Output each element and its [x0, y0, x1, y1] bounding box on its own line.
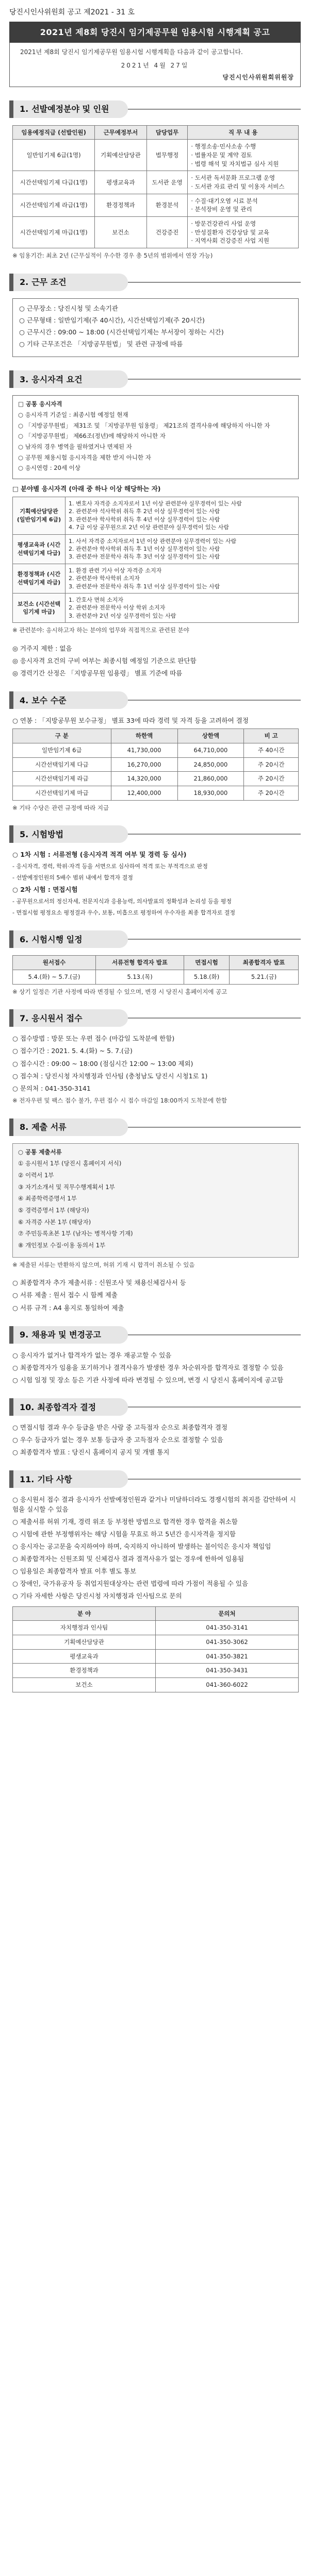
- org-cell: 평생교육과 (시간선택임기제 다급): [13, 534, 66, 564]
- section-5: [9, 825, 301, 917]
- section-4: [9, 691, 301, 812]
- list-item: ○ 응시연령 : 20세 이상: [18, 464, 80, 472]
- list-item: ○ 「지방공무원법」 제66조(정년)에 해당하지 아니한 자: [18, 432, 166, 440]
- rank-cell: 시간선택임기제 라급(1명): [13, 194, 95, 216]
- table-cell: 평생교육과: [13, 1649, 156, 1664]
- documents-box: [12, 1143, 299, 1258]
- documents-note: ※ 제출된 서류는 반환하지 않으며, 허위 기재 시 합격이 취소될 수 있음: [12, 1261, 195, 1268]
- duty-cell: 법무행정: [146, 140, 188, 171]
- section-rule: [128, 1406, 301, 1408]
- section-header: [9, 930, 301, 948]
- table-cell: 시간선택임기제 라급: [13, 772, 111, 786]
- table-row: [13, 534, 299, 564]
- list-item: ○ 최종합격자는 신원조회 및 신체검사 결과 결격사유가 없는 경우에 한하여 임용됨: [12, 1555, 244, 1563]
- list-item: ○ 응시자격 기준일 : 최종시험 예정일 현재: [18, 411, 128, 418]
- positions-table: [12, 125, 299, 248]
- list-item: ○ 최종합격자가 임용을 포기하거나 결격사유가 발생한 경우 차순위자를 합격자로 결정할 수 있음: [12, 1363, 284, 1371]
- section-10: [9, 1398, 301, 1457]
- table-row: [13, 497, 299, 535]
- table-cell: 시간선택임기제 마급: [13, 786, 111, 800]
- list-item: ○ 시험에 관한 부정행위자는 해당 시험을 무효로 하고 5년간 응시자격을 정지함: [12, 1530, 236, 1538]
- table-cell: 5.13.(목): [96, 970, 184, 985]
- list-item: ○ 시험 일정 및 장소 등은 기관 사정에 따라 변경될 수 있으며, 변경 시 당진시 홈페이지에 공고함: [12, 1376, 284, 1384]
- list-item: ○ 접수방법 : 방문 또는 우편 접수 (마감일 도착분에 한함): [12, 1035, 175, 1043]
- org-cell: 환경정책과 (시간선택임기제 라급): [13, 564, 66, 593]
- section-rule: [128, 834, 301, 835]
- desc-cell: · 도서관 독서문화 프로그램 운영 · 도서관 자료 관리 및 이용자 서비스: [188, 171, 299, 194]
- list-item: ⑤ 경력증명서 1부 (해당자): [18, 1207, 89, 1214]
- list-item: ○ 응시자가 없거나 합격자가 없는 경우 재공고할 수 있음: [12, 1351, 172, 1359]
- list-item: ○ 1차 시험 : 서류전형 (응시자격 적격 여부 및 경력 등 심사): [12, 851, 187, 859]
- rank-cell: 시간선택임기제 마급(1명): [13, 217, 95, 248]
- list-item: ○ 기타 자세한 사항은 당진시청 자치행정과 인사팀으로 문의: [12, 1592, 182, 1600]
- table-cell: 041-360-6022: [156, 1677, 299, 1692]
- list-item: ○ 장애인, 국가유공자 등 취업지원대상자는 관련 법령에 따라 가점이 적용될 수 있음: [12, 1580, 249, 1588]
- table-cell: 시간선택임기제 다급: [13, 757, 111, 772]
- desc-cell: · 방문건강관리 사업 운영 · 만성질환자 건강상담 및 교육 · 지역사회 건강증진 사업 지원: [188, 217, 299, 248]
- table-header: 상한액: [177, 729, 244, 743]
- salary-intro: ○ 연봉 : 「지방공무원 보수규정」 별표 33에 따라 경력 및 자격 등을 고려하여 결정: [12, 717, 249, 725]
- section-rule: [128, 1479, 301, 1480]
- duty-cell: 건강증진: [146, 217, 188, 248]
- intro-box: [9, 43, 301, 87]
- schedule-note: ※ 상기 일정은 기관 사정에 따라 변경될 수 있으며, 변경 시 당진시 홈페이지에 공고: [12, 988, 227, 995]
- table-row: [13, 1664, 299, 1678]
- section-rule: [128, 1334, 301, 1335]
- table-row: [13, 786, 299, 800]
- section-header: [9, 691, 301, 709]
- list-item: ⑦ 주민등록초본 1부 (남자는 병적사항 기재): [18, 1230, 133, 1238]
- section-header: [9, 825, 301, 843]
- section-2: [9, 274, 301, 358]
- table-cell: 041-350-3141: [156, 1621, 299, 1635]
- section-9: [9, 1326, 301, 1385]
- qual-cell: 1. 사서 자격증 소지자로서 1년 이상 관련분야 실무경력이 있는 사람 2. 관련분야 학사학위 취득 후 1년 이상 실무경력이 있는 사람 3. 관련분야 전문학사 취득 후 3년 이상 실무경력이 있는 사람: [66, 534, 299, 564]
- org-cell: 기획예산담당관 (일반임기제 6급): [13, 497, 66, 535]
- table-header: 문의처: [156, 1606, 299, 1621]
- section-title: 근무 조건: [31, 277, 67, 287]
- qualification-table: [12, 497, 299, 623]
- section-header: [9, 274, 301, 291]
- list-item: ○ 근무시간 : 09:00 ~ 18:00 (시간선택임기제는 부서장이 정하는 시간): [19, 328, 224, 336]
- table-row: [13, 1635, 299, 1649]
- section-number: 9.: [20, 1330, 29, 1340]
- list-item: ○ 근무장소 : 당진시청 및 소속기관: [19, 304, 118, 312]
- section-number: 2.: [20, 277, 29, 287]
- table-header: 최종합격자 발표: [230, 956, 299, 970]
- section-rule: [128, 1018, 301, 1019]
- duty-cell: 환경분석: [146, 194, 188, 216]
- table-cell: 21,860,000: [177, 772, 244, 786]
- section-number: 8.: [20, 1122, 29, 1132]
- table-row: [13, 564, 299, 593]
- table-cell: 041-350-3062: [156, 1635, 299, 1649]
- list-item: ○ 임용일은 최종합격자 발표 이후 별도 통보: [12, 1567, 137, 1575]
- table-header: 원서접수: [13, 956, 96, 970]
- dept-cell: 기획예산담당관: [95, 140, 146, 171]
- section-badge: [9, 825, 128, 843]
- table-cell: 환경정책과: [13, 1664, 156, 1678]
- section-title: 채용과 및 변경공고: [31, 1330, 102, 1340]
- dept-cell: 보건소: [95, 217, 146, 248]
- list-item: ○ 응시원서 접수 결과 응시자가 선발예정인원과 같거나 미달하더라도 경쟁시험의 취지를 감안하여 시험을 실시할 수 있음: [12, 1496, 296, 1513]
- table-row: [13, 593, 299, 622]
- intro-org: 당진시인사위원회위원장: [222, 74, 294, 81]
- list-item: ◎ 경력기간 산정은 「지방공무원 임용령」 별표 기준에 따름: [12, 669, 183, 677]
- table-row: [13, 743, 299, 757]
- section-title: 기타 사항: [37, 1474, 72, 1484]
- section-6: [9, 930, 301, 996]
- table-row: [13, 171, 299, 194]
- section-rule: [128, 1127, 301, 1128]
- section-title: 시험시행 일정: [31, 934, 83, 944]
- section-7: [9, 1009, 301, 1105]
- section-badge: [9, 691, 128, 709]
- salary-note: ※ 기타 수당은 관련 규정에 따라 지급: [12, 804, 109, 811]
- list-item: ④ 최종학력증명서 1부: [18, 1195, 77, 1202]
- table-cell: 주 20시간: [244, 772, 299, 786]
- section-badge: [9, 1009, 128, 1027]
- section-title: 응시자격 요건: [31, 374, 83, 384]
- dept-cell: 환경정책과: [95, 194, 146, 216]
- table-row: [13, 1649, 299, 1664]
- list-item: ○ 공무원 채용시험 응시자격을 제한 받지 아니한 자: [18, 453, 151, 461]
- list-item: ⑥ 자격증 사본 1부 (해당자): [18, 1218, 91, 1226]
- rank-cell: 일반임기제 6급(1명): [13, 140, 95, 171]
- list-item: ○ 최종합격자 발표 : 당진시 홈페이지 공지 및 개별 통지: [12, 1448, 170, 1456]
- application-warning: ※ 전자우편 및 팩스 접수 불가, 우편 접수 시 접수 마감일 18:00까지 도착분에 한함: [12, 1096, 227, 1104]
- section-title: 보수 수준: [31, 695, 67, 705]
- list-item: ○ 서류 규격 : A4 용지로 통일하여 제출: [12, 1303, 124, 1312]
- section-rule: [128, 109, 301, 110]
- section-header: [9, 1118, 301, 1136]
- notice-number: 당진시인사위원회 공고 제2021 - 31 호: [9, 8, 135, 16]
- duty-cell: 도서관 운영: [146, 171, 188, 194]
- list-item: ○ 「지방공무원법」 제31조 및 「지방공무원 임용령」 제21조의 결격사유에 해당하지 아니한 자: [18, 421, 270, 429]
- table-header: 면접시험: [184, 956, 229, 970]
- table-header: 비 고: [244, 729, 299, 743]
- org-cell: 보건소 (시간선택임기제 마급): [13, 593, 66, 622]
- section-3: [9, 370, 301, 678]
- qual-cell: 1. 환경 관련 기사 이상 자격증 소지자 2. 관련분야 학사학위 소지자 3. 관련분야 전문학사 취득 후 1년 이상 실무경력이 있는 사람: [66, 564, 299, 593]
- table-header: 담당업무: [146, 125, 188, 140]
- desc-cell: · 행정소송·민사소송 수행 · 법률자문 및 계약 검토 · 법령 해석 및 자치법규 심사 지원: [188, 140, 299, 171]
- table-cell: 일반임기제 6급: [13, 743, 111, 757]
- table-row: [13, 217, 299, 248]
- list-item: - 응시자격, 경력, 학위·자격 등을 서면으로 심사하여 적격 또는 부적격으로 판정: [12, 863, 208, 870]
- table-note: ※ 임용기간: 최초 2년 (근무실적이 우수한 경우 총 5년의 범위에서 연장 가능): [12, 252, 213, 260]
- section-badge: [9, 370, 128, 388]
- section-badge: [9, 274, 128, 291]
- table-cell: 주 40시간: [244, 743, 299, 757]
- qual-cell: 1. 변호사 자격증 소지자로서 1년 이상 관련분야 실무경력이 있는 사람 2. 관련분야 석사학위 취득 후 2년 이상 실무경력이 있는 사람 3. 관련분야 학사학위 취득 후 4년 이상 실무경력이 있는 사람 4. 7급 이상 공무원으로 2년 이상 관련분야 실무경력이 있는 사람: [66, 497, 299, 535]
- list-item: ○ 기타 근무조건은 「지방공무원법」 및 관련 규정에 따름: [19, 340, 183, 348]
- list-item: ○ 근무형태 : 일반임기제(주 40시간), 시간선택임기제(주 20시간): [19, 316, 205, 324]
- section-number: 4.: [20, 695, 29, 705]
- section-header: [9, 100, 301, 118]
- table-row: [13, 1677, 299, 1692]
- section-header: [9, 370, 301, 388]
- section-badge: [9, 930, 128, 948]
- intro-text: 2021년 제8회 당진시 임기제공무원 임용시험 시행계획을 다음과 같이 공고합니다.: [20, 48, 243, 56]
- table-row: [13, 970, 299, 985]
- list-item: ○ 2차 시험 : 면접시험: [12, 886, 78, 894]
- table-cell: 주 20시간: [244, 757, 299, 772]
- table-cell: 24,850,000: [177, 757, 244, 772]
- section-header: [9, 1009, 301, 1027]
- list-item: ③ 자기소개서 및 직무수행계획서 1부: [18, 1183, 115, 1191]
- dept-cell: 평생교육과: [95, 171, 146, 194]
- section-8: [9, 1118, 301, 1313]
- table-row: [13, 140, 299, 171]
- table-cell: 12,400,000: [111, 786, 177, 800]
- table-header: 구 분: [13, 729, 111, 743]
- section-badge: [9, 100, 128, 118]
- intro-date: 2021년 4월 27일: [121, 61, 189, 69]
- rank-cell: 시간선택임기제 다급(1명): [13, 171, 95, 194]
- table-cell: 5.18.(화): [184, 970, 229, 985]
- section-number: 10.: [20, 1402, 35, 1412]
- list-item: - 선발예정인원의 5배수 범위 내에서 합격자 결정: [12, 874, 133, 882]
- list-item: ○ 면접시험 결과 우수 등급을 받은 사람 중 고득점자 순으로 최종합격자 결정: [12, 1423, 227, 1432]
- table-header: 근무예정부서: [95, 125, 146, 140]
- table-cell: 자치행정과 인사팀: [13, 1621, 156, 1635]
- table-cell: 5.4.(화) ~ 5.7.(금): [13, 970, 96, 985]
- contact-table: [12, 1606, 299, 1692]
- list-item: ○ 문의처 : 041-350-3141: [12, 1084, 91, 1092]
- section-badge: [9, 1326, 128, 1344]
- list-item: ○ 남자의 경우 병역을 필하였거나 면제된 자: [18, 443, 132, 450]
- table-cell: 5.21.(금): [230, 970, 299, 985]
- table-cell: 041-350-3431: [156, 1664, 299, 1678]
- section-badge: [9, 1118, 128, 1136]
- common-qualification-box: [12, 395, 299, 479]
- list-item: ⑧ 개인정보 수집·이용 동의서 1부: [18, 1242, 106, 1249]
- table-cell: 41,730,000: [111, 743, 177, 757]
- table-header: 하한액: [111, 729, 177, 743]
- list-item: ○ 제출서류 허위 기재, 경력 위조 등 부정한 방법으로 합격한 경우 합격을 취소함: [12, 1517, 238, 1526]
- table-cell: 18,930,000: [177, 786, 244, 800]
- qualification-note: ※ 관련분야: 응시하고자 하는 분야의 업무와 직접적으로 관련된 분야: [12, 626, 189, 634]
- table-row: [13, 194, 299, 216]
- table-header: 서류전형 합격자 발표: [96, 956, 184, 970]
- salary-table: [12, 728, 299, 800]
- section-badge: [9, 1470, 128, 1488]
- section-title: 선발예정분야 및 인원: [31, 104, 109, 114]
- section-title: 시험방법: [31, 829, 64, 839]
- section-number: 7.: [20, 1013, 29, 1023]
- section-rule: [128, 379, 301, 380]
- table-row: [13, 1621, 299, 1635]
- section-rule: [128, 700, 301, 701]
- section-header: [9, 1470, 301, 1488]
- section-header: [9, 1326, 301, 1344]
- qual-cell: 1. 간호사 면허 소지자 2. 관련분야 전문학사 이상 학위 소지자 3. 관련분야 2년 이상 실무경력이 있는 사람: [66, 593, 299, 622]
- section-title: 최종합격자 결정: [37, 1402, 96, 1412]
- table-cell: 주 20시간: [244, 786, 299, 800]
- list-item: ◎ 거주지 제한 : 없음: [12, 644, 72, 652]
- section-number: 3.: [20, 374, 29, 384]
- list-item: ○ 접수시간 : 09:00 ~ 18:00 (점심시간 12:00 ~ 13:00 제외): [12, 1059, 193, 1067]
- section-rule: [128, 282, 301, 283]
- section-badge: [9, 1398, 128, 1416]
- section-number: 1.: [20, 104, 29, 114]
- list-item: - 공무원으로서의 정신자세, 전문지식과 응용능력, 의사발표의 정확성과 논리성 등을 평정: [12, 898, 232, 905]
- section-1: [9, 100, 301, 260]
- table-cell: 기획예산담당관: [13, 1635, 156, 1649]
- desc-cell: · 수질·대기오염 시료 분석 · 분석장비 운영 및 관리: [188, 194, 299, 216]
- table-cell: 64,710,000: [177, 743, 244, 757]
- section-title: 제출 서류: [31, 1122, 67, 1132]
- section-11: [9, 1470, 301, 1692]
- work-conditions-box: [12, 298, 299, 358]
- section-title: 응시원서 접수: [31, 1013, 83, 1023]
- table-cell: 14,320,000: [111, 772, 177, 786]
- table-header: 직 무 내 용: [188, 125, 299, 140]
- table-row: [13, 772, 299, 786]
- table-cell: 보건소: [13, 1677, 156, 1692]
- table-cell: 16,270,000: [111, 757, 177, 772]
- list-item: - 면접시험 평정요소 평정결과 우수, 보통, 미흡으로 평정하여 우수자를 최종 합격자로 결정: [12, 909, 235, 917]
- subsection-title: □ 분야별 응시자격 (아래 중 하나 이상 해당하는 자): [12, 484, 161, 493]
- section-number: 6.: [20, 934, 29, 944]
- list-item: ○ 접수처 : 당진시청 자치행정과 인사팀 (충청남도 당진시 시청1로 1): [12, 1072, 208, 1080]
- section-header: [9, 1398, 301, 1416]
- list-item: ○ 접수기간 : 2021. 5. 4.(화) ~ 5. 7.(금): [12, 1047, 133, 1055]
- list-item: ◎ 응시자격 요건의 구비 여부는 최종시험 예정일 기준으로 판단함: [12, 656, 197, 665]
- subsection-title: ○ 공통 제출서류: [18, 1148, 62, 1156]
- table-header: 분 야: [13, 1606, 156, 1621]
- list-item: ② 이력서 1부: [18, 1171, 54, 1179]
- section-rule: [128, 939, 301, 940]
- subsection-title: □ 공통 응시자격: [18, 400, 62, 408]
- list-item: ○ 우수 등급자가 없는 경우 보통 등급자 중 고득점자 순으로 결정할 수 있음: [12, 1436, 223, 1444]
- list-item: ① 응시원서 1부 (당진시 홈페이지 서식): [18, 1160, 122, 1167]
- list-item: ○ 응시자는 공고문을 숙지하여야 하며, 숙지하지 아니하여 발생하는 불이익은 응시자 책임임: [12, 1542, 271, 1550]
- schedule-table: [12, 955, 299, 984]
- section-number: 11.: [20, 1474, 35, 1484]
- section-number: 5.: [20, 829, 29, 839]
- table-header: 임용예정직급 (선발인원): [13, 125, 95, 140]
- list-item: ○ 서류 제출 : 원서 접수 시 함께 제출: [12, 1291, 118, 1299]
- table-cell: 041-350-3821: [156, 1649, 299, 1664]
- list-item: ○ 최종합격자 추가 제출서류 : 신원조사 및 채용신체검사서 등: [12, 1279, 186, 1287]
- table-row: [13, 757, 299, 772]
- notice-title-banner: 2021년 제8회 당진시 임기제공무원 임용시험 시행계획 공고: [9, 22, 301, 43]
